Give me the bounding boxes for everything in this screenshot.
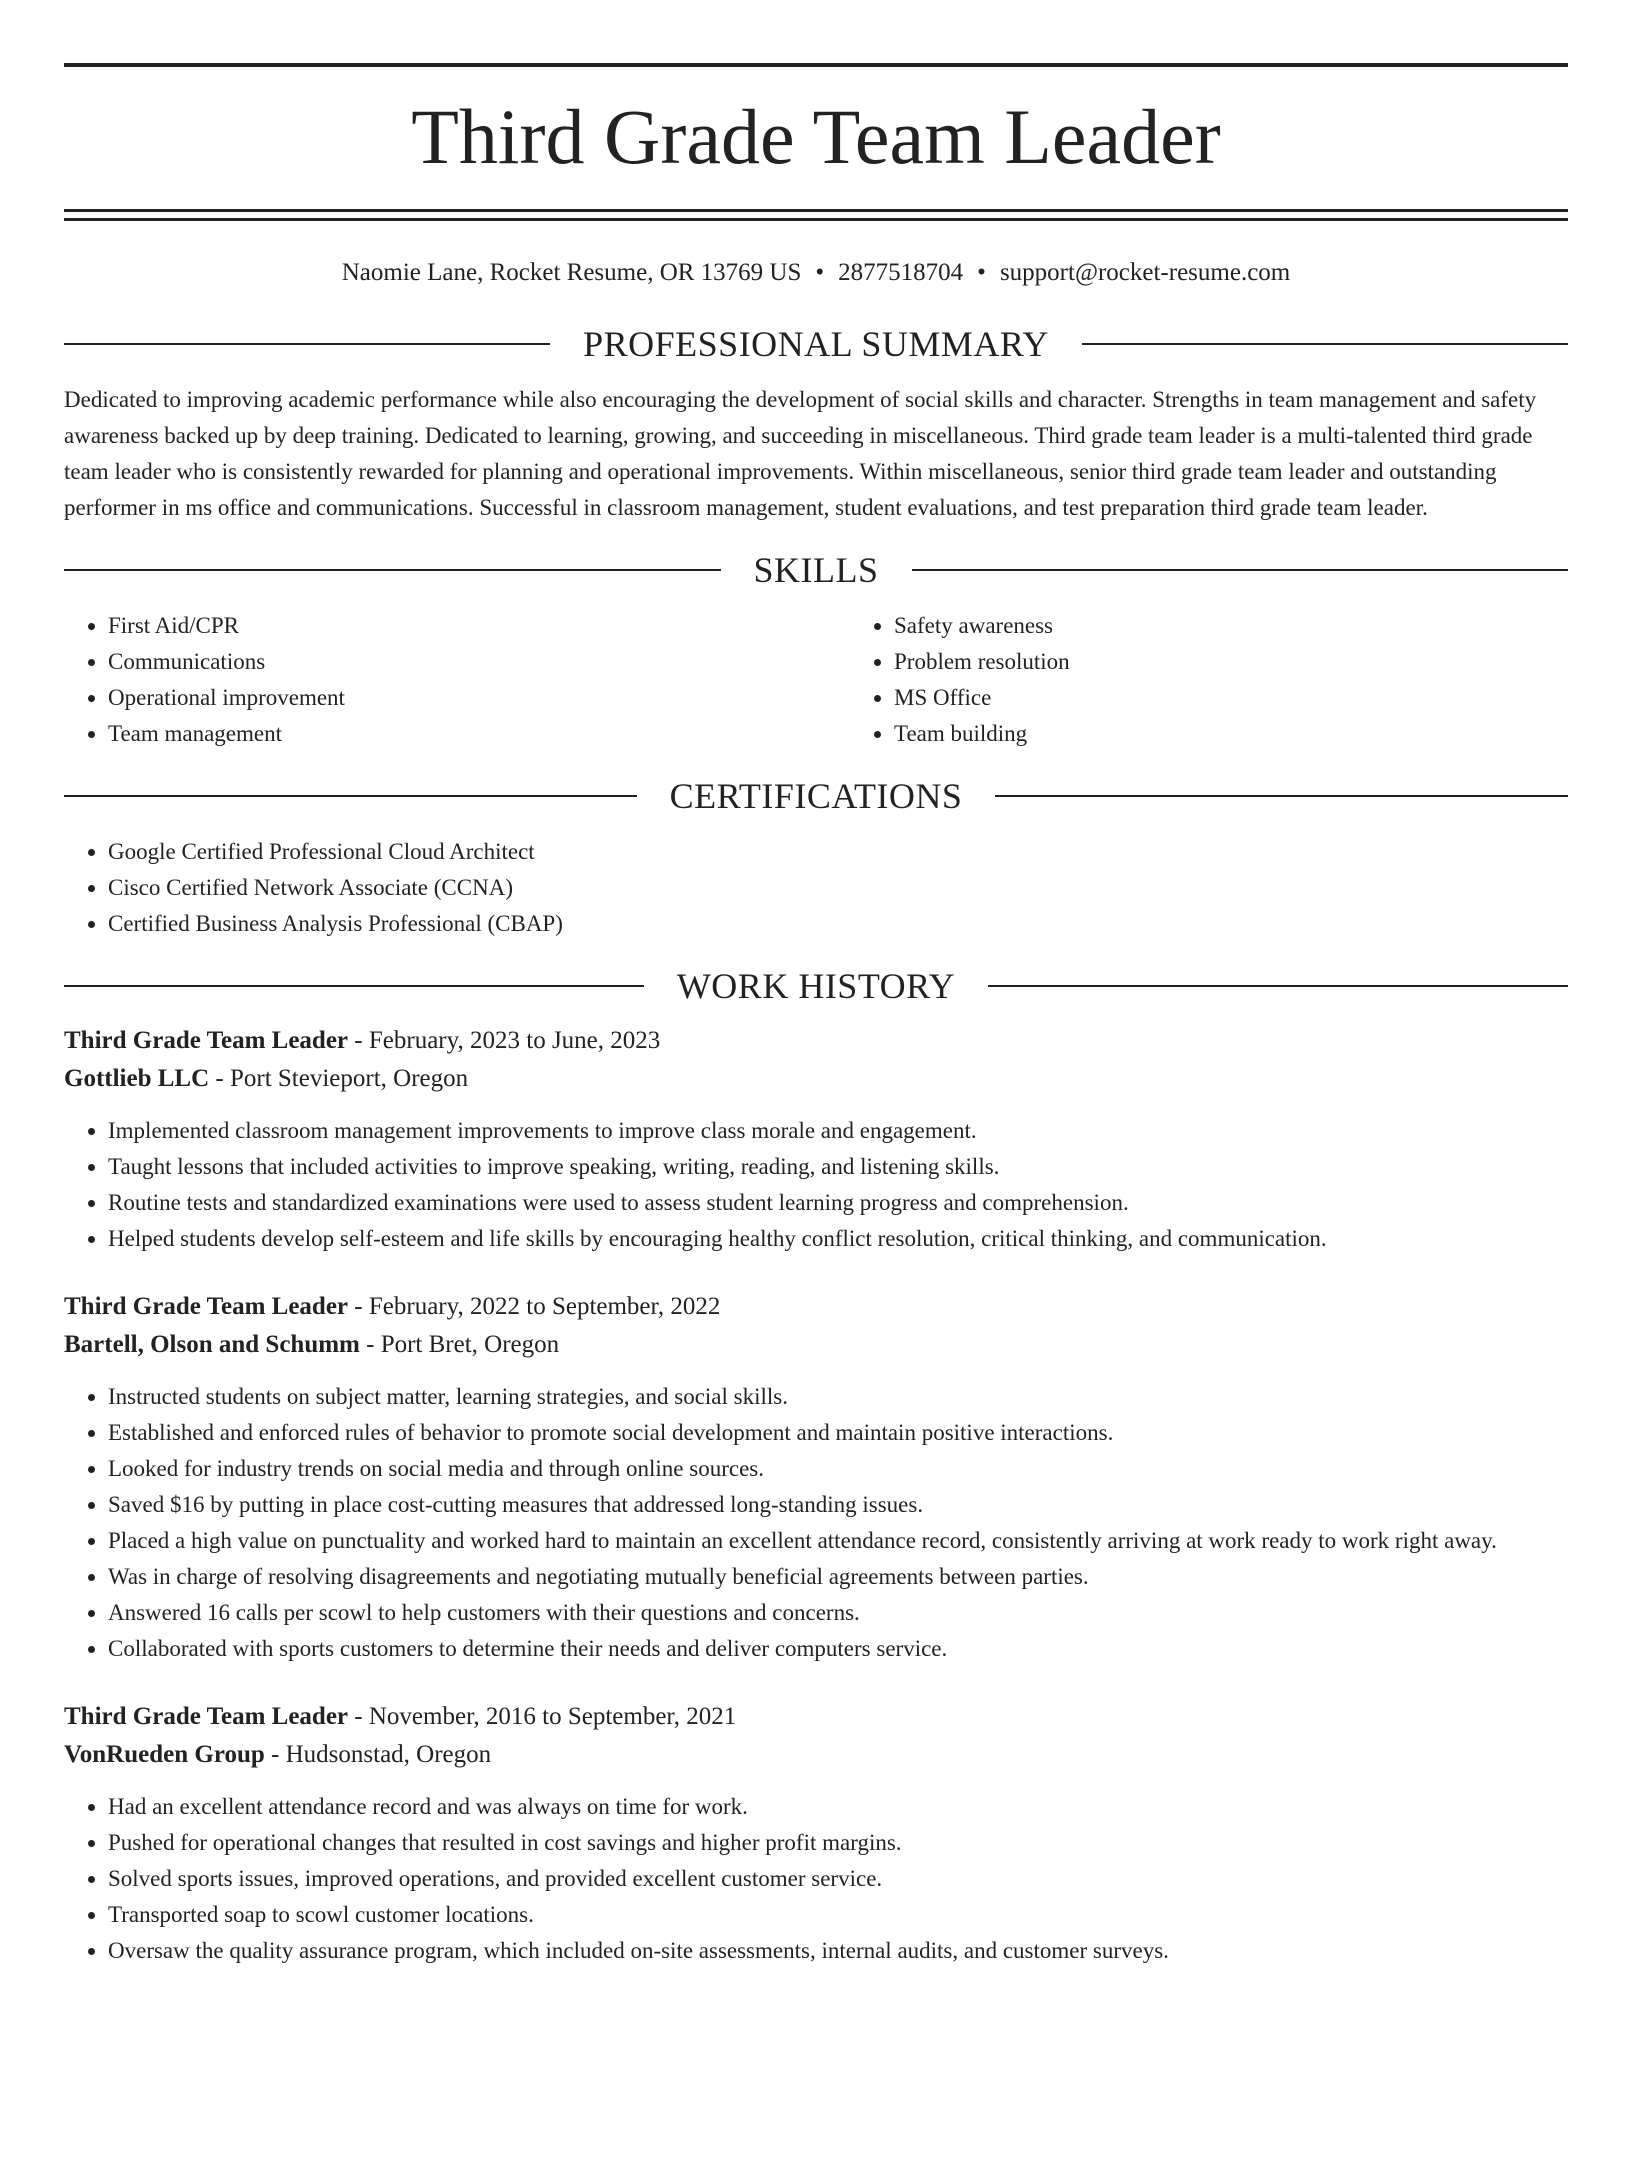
skill-item: • Safety awareness: [894, 608, 1632, 644]
contact-email: support@rocket-resume.com: [999, 259, 1291, 286]
certifications-list: [64, 834, 1568, 942]
contact-phone: 2877518704: [838, 259, 964, 286]
summary-text: Dedicated to improving academic performance while also encouraging the development of social skills and character. Strengths in team management and safety awareness backed up by deep training. Dedicated to learning, growing, and succeeding in miscellaneous. Third grade team leader is a multi-talented third grade team leader who is consistently rewarded for planning and operational improvements. Within miscellaneous, senior third grade team leader and outstanding performer in ms office and communications. Successful in classroom management, student evaluations, and test preparation third grade team leader.: [64, 387, 1537, 520]
job-location: - Hudsonstad, Oregon: [264, 1741, 492, 1768]
job-bullets: [64, 1113, 1568, 1257]
job-bullet: • Implemented classroom management improvements to improve class morale and engagement.: [108, 1113, 1568, 1149]
heading-rule: [64, 985, 644, 987]
job-entry: [64, 1698, 1568, 1969]
job-bullet: • Saved $16 by putting in place cost-cutting measures that addressed long-standing issues.: [108, 1487, 1568, 1523]
job-bullet: • Solved sports issues, improved operations, and provided excellent customer service.: [108, 1861, 1568, 1897]
job-bullet: • Taught lessons that included activities to improve speaking, writing, reading, and listening skills.: [108, 1149, 1568, 1185]
job-title: Third Grade Team Leader: [64, 1293, 349, 1320]
job-company: Gottlieb LLC: [64, 1065, 210, 1092]
contact-separator: •: [977, 259, 986, 286]
skill-item: • Communications: [108, 644, 850, 680]
skills-list-right: [850, 608, 1632, 752]
contact-address: Naomie Lane, Rocket Resume, OR 13769 US: [341, 259, 802, 286]
resume-title: Third Grade Team Leader: [411, 93, 1221, 180]
summary-heading: PROFESSIONAL SUMMARY: [583, 324, 1049, 364]
job-bullet: • Placed a high value on punctuality and worked hard to maintain an excellent attendance record, consistently arriving at work ready to work right away.: [108, 1523, 1568, 1559]
job-title: Third Grade Team Leader: [64, 1703, 349, 1730]
skills-list-left: [64, 608, 850, 752]
job-entry: [64, 1288, 1568, 1667]
job-bullet: • Established and enforced rules of behavior to promote social development and maintain positive interactions.: [108, 1415, 1568, 1451]
skill-item: • First Aid/CPR: [108, 608, 850, 644]
skill-item: • Team building: [894, 716, 1632, 752]
job-bullet: • Transported soap to scowl customer locations.: [108, 1897, 1568, 1933]
job-entry: [64, 1022, 1568, 1257]
job-title: Third Grade Team Leader: [64, 1027, 349, 1054]
job-bullet: • Routine tests and standardized examinations were used to assess student learning progress and comprehension.: [108, 1185, 1568, 1221]
contact-separator: •: [815, 259, 825, 286]
job-bullet: • Was in charge of resolving disagreements and negotiating mutually beneficial agreements between parties.: [108, 1559, 1568, 1595]
job-dates: - February, 2023 to June, 2023: [348, 1027, 661, 1054]
skill-item: • MS Office: [894, 680, 1632, 716]
job-bullet: • Instructed students on subject matter, learning strategies, and social skills.: [108, 1379, 1568, 1415]
job-title-line: [64, 1022, 1568, 1060]
job-bullet: • Oversaw the quality assurance program, which included on-site assessments, internal audits, and customer surveys.: [108, 1933, 1568, 1969]
job-bullets: [64, 1379, 1568, 1667]
skill-item: • Problem resolution: [894, 644, 1632, 680]
job-company-line: [64, 1060, 1568, 1098]
heading-rule: [1082, 343, 1568, 345]
heading-rule: [64, 795, 637, 797]
heading-rule: [912, 569, 1569, 571]
job-bullet: • Answered 16 calls per scowl to help customers with their questions and concerns.: [108, 1595, 1568, 1631]
job-company: Bartell, Olson and Schumm: [64, 1331, 360, 1358]
job-company-line: [64, 1736, 1568, 1774]
job-bullet: • Had an excellent attendance record and was always on time for work.: [108, 1789, 1568, 1825]
resume-page: [0, 63, 1632, 2175]
job-company-line: [64, 1326, 1568, 1364]
job-location: - Port Stevieport, Oregon: [209, 1065, 469, 1092]
title-double-rule: [64, 209, 1568, 221]
heading-rule: [995, 795, 1568, 797]
section-heading-skills: [64, 548, 1568, 592]
heading-rule: [64, 343, 550, 345]
contact-line: [64, 257, 1568, 289]
section-heading-summary: [64, 322, 1568, 366]
top-rule: [64, 63, 1568, 67]
certifications-heading: CERTIFICATIONS: [669, 776, 963, 816]
section-heading-certifications: [64, 774, 1568, 818]
job-bullet: • Helped students develop self-esteem and life skills by encouraging healthy conflict resolution, critical thinking, and communication.: [108, 1221, 1568, 1257]
job-bullet: • Pushed for operational changes that resulted in cost savings and higher profit margins.: [108, 1825, 1568, 1861]
job-dates: - February, 2022 to September, 2022: [348, 1293, 721, 1320]
certification-item: • Certified Business Analysis Professional (CBAP): [108, 906, 1568, 942]
section-heading-work-history: [64, 964, 1568, 1008]
job-bullet: • Looked for industry trends on social media and through online sources.: [108, 1451, 1568, 1487]
skill-item: • Operational improvement: [108, 680, 850, 716]
certification-item: • Google Certified Professional Cloud Architect: [108, 834, 1568, 870]
job-title-line: [64, 1288, 1568, 1326]
job-bullet: • Collaborated with sports customers to determine their needs and deliver computers service.: [108, 1631, 1568, 1667]
job-company: VonRueden Group: [64, 1741, 265, 1768]
job-title-line: [64, 1698, 1568, 1736]
skills-grid: [64, 608, 1568, 752]
skills-heading: SKILLS: [753, 550, 879, 590]
skill-item: • Team management: [108, 716, 850, 752]
heading-rule: [64, 569, 721, 571]
job-dates: - November, 2016 to September, 2021: [348, 1703, 737, 1730]
work-history-heading: WORK HISTORY: [676, 966, 956, 1006]
certification-item: • Cisco Certified Network Associate (CCNA): [108, 870, 1568, 906]
heading-rule: [988, 985, 1568, 987]
job-bullets: [64, 1789, 1568, 1969]
job-location: - Port Bret, Oregon: [359, 1331, 560, 1358]
